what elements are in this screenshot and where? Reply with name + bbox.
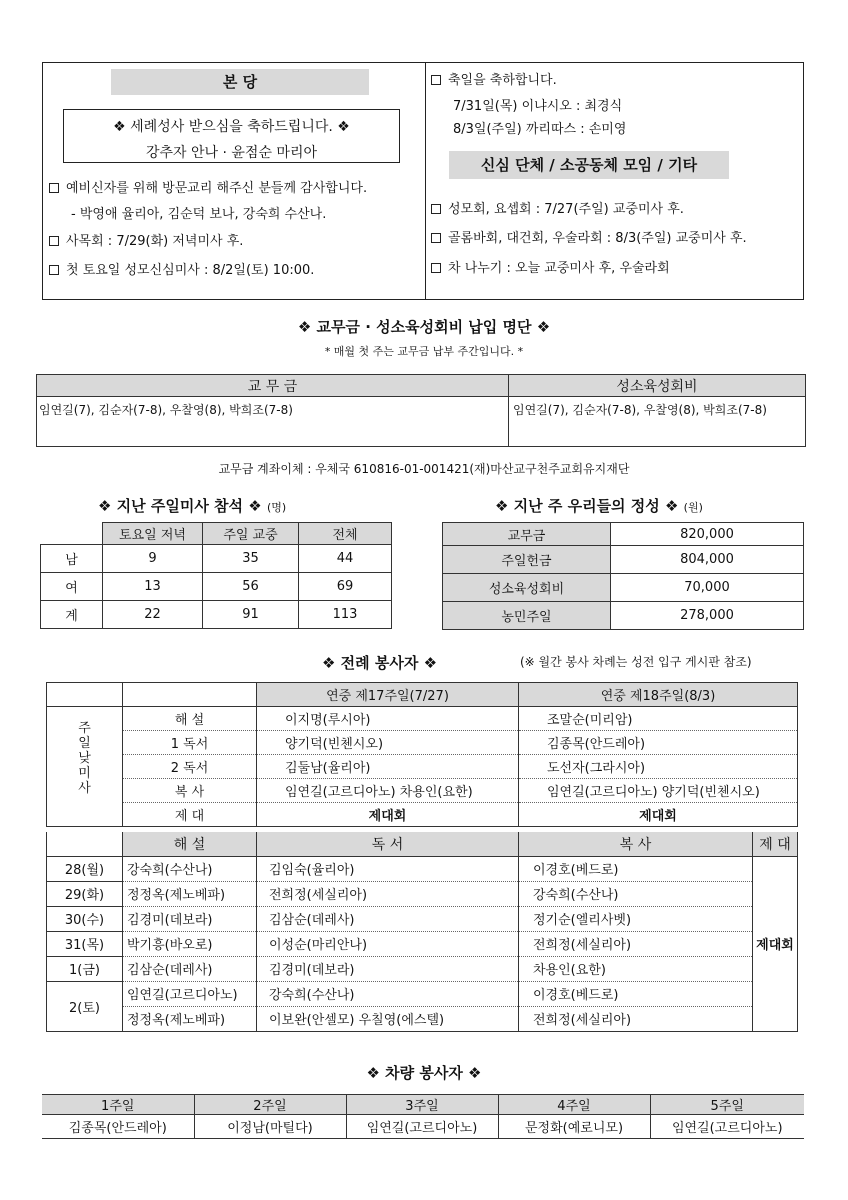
cell: 70,000	[611, 574, 804, 602]
col-header: 해 설	[123, 832, 257, 856]
feast-title: 축일을 축하합니다.	[431, 69, 557, 88]
feast-item: 7/31일(목) 이냐시오 : 최경식	[453, 99, 623, 114]
cell: 임연길(고르디아노)	[123, 981, 257, 1006]
table-row	[443, 602, 804, 630]
table-row	[47, 981, 798, 1006]
offerings-table	[442, 522, 804, 630]
col-header: 토요일 저녁	[103, 523, 203, 545]
checkbox-icon	[431, 263, 441, 273]
cell: 804,000	[611, 546, 804, 574]
cell: 제대회	[639, 809, 677, 824]
cell: 69	[299, 573, 392, 601]
cell: 임연길(고르디아노)	[346, 1115, 498, 1139]
baptized-names: 강추자 안나 · 윤점순 마리아	[145, 145, 317, 161]
altar-group: 제대회	[753, 856, 798, 1031]
cell: 이정남(마틸다)	[194, 1115, 346, 1139]
checkbox-icon	[49, 236, 59, 246]
cell: 조말순(미리암)	[519, 707, 798, 731]
week-header: 연중 제18주일(8/3)	[519, 683, 798, 707]
table-row	[41, 601, 392, 629]
weekday-roster	[46, 832, 798, 1032]
cell: 양기덕(빈첸시오)	[257, 731, 519, 755]
col-header: 1주일	[42, 1095, 194, 1115]
day-label: 1(금)	[47, 956, 123, 981]
table-row	[47, 956, 798, 981]
checkbox-icon	[49, 265, 59, 275]
account-info: 교무금 계좌이체 : 우체국 610816-01-001421(재)마산교구천주교회유지재단	[218, 462, 630, 476]
day-label: 29(화)	[47, 881, 123, 906]
liturgy-title: ❖ 전례 봉사자 ❖	[322, 654, 438, 672]
cell: 문정화(예로니모)	[498, 1115, 650, 1139]
col-header: 전체	[299, 523, 392, 545]
col-header: 복 사	[519, 832, 753, 856]
table-row	[443, 574, 804, 602]
day-label: 28(월)	[47, 856, 123, 881]
row-label: 성소육성회비	[443, 574, 611, 602]
dues-table	[36, 374, 806, 447]
vehicle-title: ❖ 차량 봉사자 ❖	[366, 1064, 482, 1082]
cell: 91	[203, 601, 299, 629]
group-heading: 신심 단체 / 소공동체 모임 / 기타	[449, 151, 729, 179]
table-row	[47, 906, 798, 931]
cell: 김삼순(데레사)	[257, 906, 519, 931]
group-item: 골롬바회, 대건회, 우술라회 : 8/3(주일) 교중미사 후.	[431, 227, 747, 246]
cell: 9	[103, 545, 203, 573]
table-row	[443, 546, 804, 574]
cell: 이경호(베드로)	[519, 856, 753, 881]
week-header: 연중 제17주일(7/27)	[257, 683, 519, 707]
notice-box	[42, 62, 804, 300]
sunday-roster	[46, 682, 798, 827]
attendance-unit: (명)	[266, 501, 287, 514]
dues-names: 임연길(7), 김순자(7-8), 우찰영(8), 박희조(7-8)	[37, 397, 509, 447]
cell: 도선자(그라시아)	[519, 755, 798, 779]
attendance-table	[40, 522, 392, 629]
row-label: 여	[41, 573, 103, 601]
row-label: 교무금	[443, 523, 611, 546]
cell: 113	[299, 601, 392, 629]
cell: 제대회	[257, 803, 519, 827]
col-header: 5주일	[650, 1095, 804, 1115]
row-label: 계	[41, 601, 103, 629]
row-label: 남	[41, 545, 103, 573]
table-row	[47, 856, 798, 881]
cell: 차용인(요한)	[519, 956, 753, 981]
cell: 정정옥(제노베파)	[123, 1006, 257, 1031]
liturgy-note: (※ 월간 봉사 차례는 성전 입구 게시판 참조)	[520, 655, 752, 669]
checkbox-icon	[431, 75, 441, 85]
cell: 박기흥(바오로)	[123, 931, 257, 956]
cell: 35	[203, 545, 299, 573]
table-row	[47, 931, 798, 956]
baptism-congrats-text: ❖ 세례성사 받으심을 축하드립니다. ❖	[113, 119, 350, 135]
role-label: 해 설	[123, 707, 257, 731]
cell: 이지명(루시아)	[257, 707, 519, 731]
col-header: 주일 교중	[203, 523, 299, 545]
table-row	[47, 1006, 798, 1031]
notice-item: 사목회 : 7/29(화) 저녁미사 후.	[49, 230, 243, 249]
cell: 임연길(고르디아노) 차용인(요한)	[257, 779, 519, 803]
cell: 22	[103, 601, 203, 629]
cell: 강숙희(수산나)	[123, 856, 257, 881]
dues-note: * 매월 첫 주는 교무금 납부 주간입니다. *	[324, 345, 524, 358]
cell: 김삼순(데레사)	[123, 956, 257, 981]
table-row	[47, 881, 798, 906]
parish-heading: 본 당	[111, 69, 369, 95]
offerings-unit: (원)	[683, 501, 703, 514]
checkbox-icon	[431, 233, 441, 243]
role-label: 제 대	[123, 803, 257, 827]
cell: 김종목(안드레아)	[42, 1115, 194, 1139]
cell: 전희정(세실리아)	[519, 1006, 753, 1031]
col-header: 3주일	[346, 1095, 498, 1115]
col-header: 제 대	[753, 832, 798, 856]
cell: 56	[203, 573, 299, 601]
col-header: 4주일	[498, 1095, 650, 1115]
cell: 이경호(베드로)	[519, 981, 753, 1006]
cell: 강숙희(수산나)	[257, 981, 519, 1006]
feast-item: 8/3일(주일) 까리따스 : 손미영	[453, 122, 627, 137]
day-label: 30(수)	[47, 906, 123, 931]
cell: 전희정(세실리아)	[519, 931, 753, 956]
cell: 이성순(마리안나)	[257, 931, 519, 956]
day-label: 31(목)	[47, 931, 123, 956]
checkbox-icon	[431, 204, 441, 214]
cell: 강숙희(수산나)	[519, 881, 753, 906]
vocation-names: 임연길(7), 김순자(7-8), 우찰영(8), 박희조(7-8)	[513, 403, 767, 417]
day-label: 2(토)	[47, 981, 123, 1031]
role-label: 복 사	[123, 779, 257, 803]
baptism-congrats-box	[63, 109, 400, 163]
cell: 전희정(세실리아)	[257, 881, 519, 906]
offerings-title: ❖ 지난 주 우리들의 정성 ❖ (원)	[495, 497, 703, 515]
notice-divider	[425, 63, 426, 299]
cell: 44	[299, 545, 392, 573]
col-header: 독 서	[257, 832, 519, 856]
dues-col-header: 교 무 금	[37, 375, 509, 397]
table-row	[41, 545, 392, 573]
cell: 이보완(안셀모) 우칠영(에스텔)	[257, 1006, 519, 1031]
notice-item: 예비신자를 위해 방문교리 해주신 분들께 감사합니다.	[49, 177, 367, 196]
notice-item: 첫 토요일 성모신심미사 : 8/2일(토) 10:00.	[49, 259, 314, 278]
cell: 정정옥(제노베파)	[123, 881, 257, 906]
row-label: 주일헌금	[443, 546, 611, 574]
attendance-title: ❖ 지난 주일미사 참석 ❖ (명)	[98, 497, 287, 515]
cell: 정기순(엘리사벳)	[519, 906, 753, 931]
row-label: 농민주일	[443, 602, 611, 630]
group-item: 성모회, 요셉회 : 7/27(주일) 교중미사 후.	[431, 198, 684, 217]
group-item: 차 나누기 : 오늘 교중미사 후, 우술라회	[431, 257, 670, 276]
dues-title: ❖ 교무금 · 성소육성회비 납입 명단 ❖	[297, 318, 551, 336]
vehicle-table	[42, 1094, 804, 1139]
cell: 김경미(데보라)	[257, 956, 519, 981]
table-row	[42, 1115, 804, 1139]
notice-item-detail: - 박영애 율리아, 김순덕 보나, 강숙희 수산나.	[71, 207, 327, 222]
table-row	[443, 523, 804, 546]
cell: 임연길(고르디아노)	[671, 1121, 783, 1136]
sunday-mass-label: 주 일 낮 미 사	[47, 707, 123, 827]
checkbox-icon	[49, 183, 59, 193]
blank-corner	[41, 523, 103, 545]
cell: 13	[103, 573, 203, 601]
vocation-col-header: 성소육성회비	[509, 375, 806, 397]
col-header: 2주일	[194, 1095, 346, 1115]
table-row	[41, 573, 392, 601]
cell: 김둘남(율리아)	[257, 755, 519, 779]
role-label: 1 독서	[123, 731, 257, 755]
cell: 278,000	[611, 602, 804, 630]
cell: 김종목(안드레아)	[519, 731, 798, 755]
cell: 김경미(데보라)	[123, 906, 257, 931]
role-label: 2 독서	[123, 755, 257, 779]
cell: 임연길(고르디아노) 양기덕(빈첸시오)	[519, 779, 798, 803]
cell: 김임숙(율리아)	[257, 856, 519, 881]
cell: 820,000	[611, 523, 804, 546]
